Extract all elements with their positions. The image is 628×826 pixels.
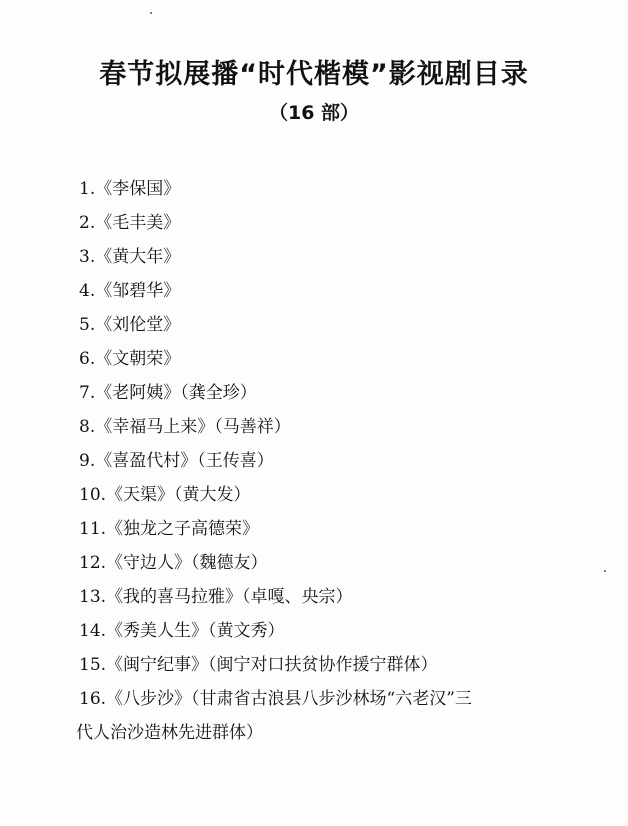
list-item xyxy=(79,580,559,614)
item-text: 《喜盈代村》（王传喜） xyxy=(95,451,274,471)
item-number: 16. xyxy=(79,689,107,709)
list-item xyxy=(76,682,559,750)
item-number: 10. xyxy=(79,485,107,505)
item-number: 8. xyxy=(79,417,96,437)
list-item xyxy=(79,376,559,410)
item-text: 《邹碧华》 xyxy=(95,281,181,301)
item-text: 《八步沙》（甘肃省古浪县八步沙林场“六老汉”三 xyxy=(106,689,472,709)
list-item xyxy=(79,172,559,206)
list-item xyxy=(79,444,559,478)
item-text: 《黄大年》 xyxy=(95,247,181,267)
document-title: 春节拟展播“时代楷模”影视剧目录 xyxy=(99,59,529,90)
item-number: 15. xyxy=(79,655,107,675)
list-item xyxy=(79,512,559,546)
list-item xyxy=(79,206,559,240)
item-number: 12. xyxy=(79,553,107,573)
item-text: 《我的喜马拉雅》（卓嘎、央宗） xyxy=(106,587,353,607)
list-item xyxy=(79,274,559,308)
item-text: 《老阿姨》（龚全珍） xyxy=(95,383,257,403)
list-item xyxy=(79,614,559,648)
item-text: 《幸福马上来》（马善祥） xyxy=(95,417,291,437)
item-text: 《秀美人生》（黄文秀） xyxy=(106,621,285,641)
item-text: 《毛丰美》 xyxy=(95,213,181,233)
item-number: 2. xyxy=(79,213,96,233)
scan-speck xyxy=(604,570,606,572)
item-number: 9. xyxy=(79,451,96,471)
item-text-continuation: 代人治沙造林先进群体） xyxy=(76,723,263,743)
list-item xyxy=(79,308,559,342)
item-text: 《李保国》 xyxy=(95,179,181,199)
item-number: 13. xyxy=(79,587,107,607)
document-subtitle: （16 部） xyxy=(268,102,360,124)
item-number: 4. xyxy=(79,281,96,301)
item-number: 14. xyxy=(79,621,107,641)
list-item xyxy=(79,342,559,376)
list-item xyxy=(79,478,559,512)
item-number: 6. xyxy=(79,349,96,369)
item-number: 7. xyxy=(79,383,96,403)
list-item xyxy=(79,240,559,274)
list-item xyxy=(79,410,559,444)
item-number: 11. xyxy=(79,519,107,539)
item-number: 1. xyxy=(79,179,96,199)
item-text: 《刘伦堂》 xyxy=(95,315,181,335)
item-text: 《独龙之子高德荣》 xyxy=(106,519,260,539)
drama-list xyxy=(76,172,559,750)
scan-speck xyxy=(150,12,152,14)
list-item xyxy=(79,648,559,682)
list-item xyxy=(79,546,559,580)
item-number: 3. xyxy=(79,247,96,267)
item-text: 《文朝荣》 xyxy=(95,349,181,369)
item-text: 《闽宁纪事》（闽宁对口扶贫协作援宁群体） xyxy=(106,655,438,675)
item-number: 5. xyxy=(79,315,96,335)
item-text: 《天渠》（黄大发） xyxy=(106,485,251,505)
item-text: 《守边人》（魏德友） xyxy=(106,553,268,573)
